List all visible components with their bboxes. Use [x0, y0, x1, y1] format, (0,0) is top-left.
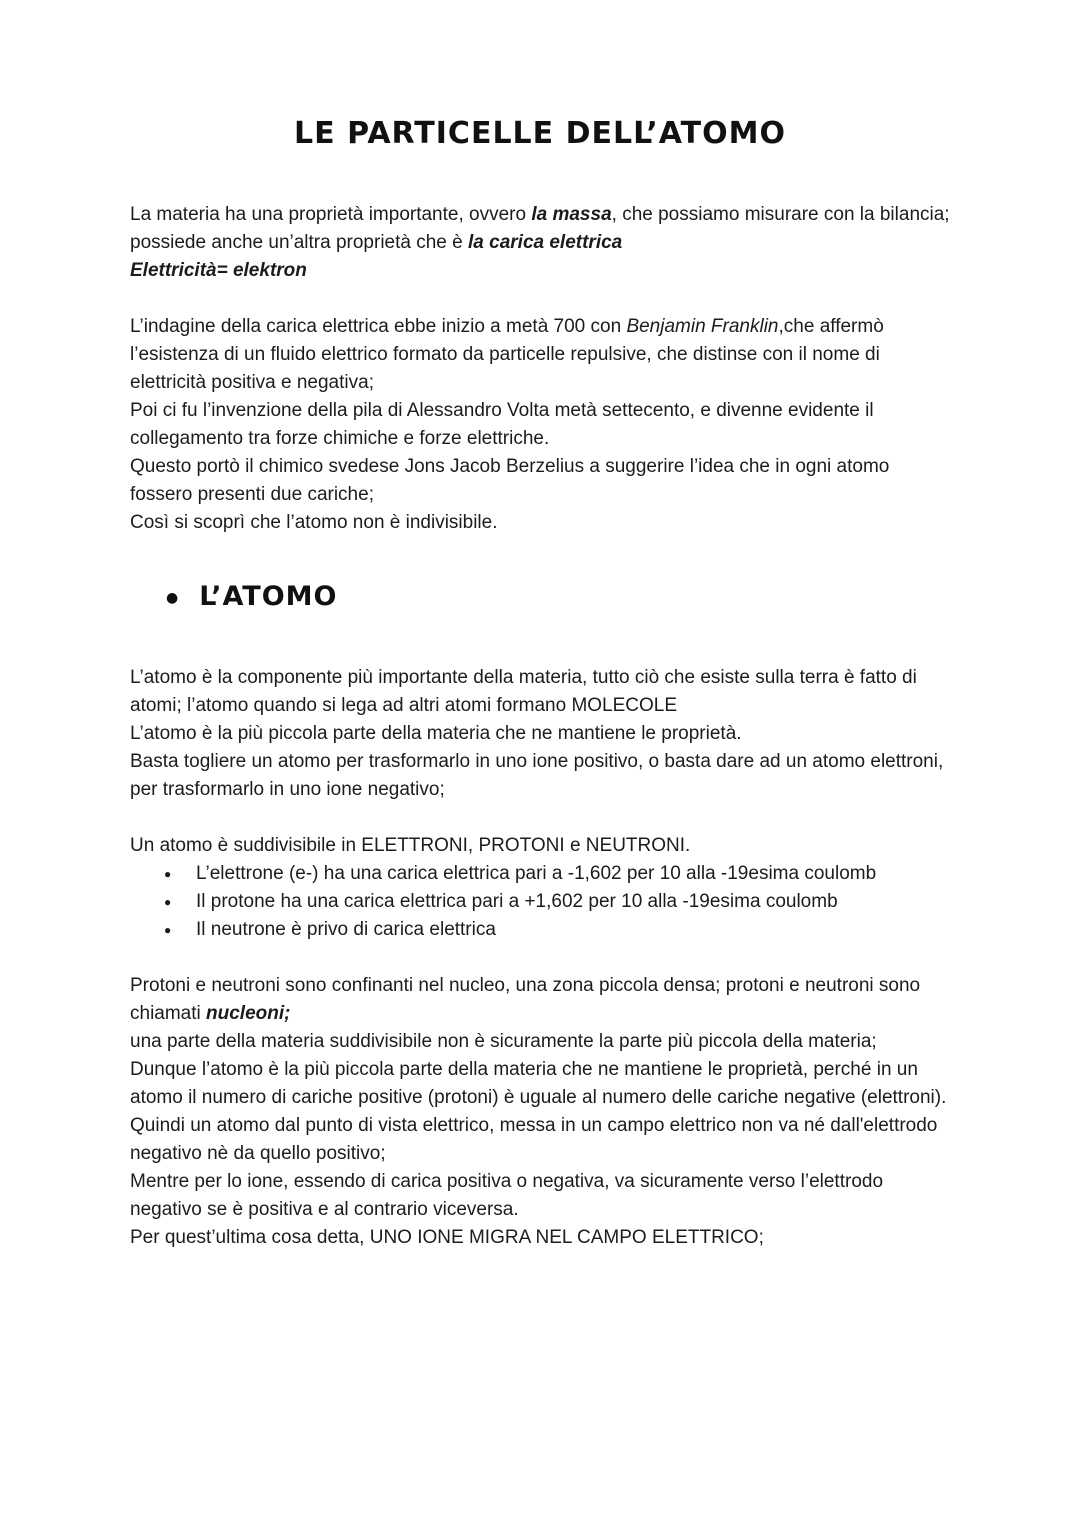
text-run: ,che affermò l’esistenza di un fluido elettrico formato da particelle repulsive, che distinse con il nome di elettricità positiva e negativa; — [130, 316, 884, 393]
text-run: Protoni e neutroni sono confinanti nel nucleo, una zona piccola densa; protoni e neutroni sono chiamati — [130, 975, 921, 1024]
text-run: Così si scoprì che l’atomo non è indivisibile. — [130, 512, 498, 533]
particles-list-intro: Un atomo è suddivisibile in ELETTRONI, PROTONI e NEUTRONI. — [130, 835, 691, 856]
text-run: La materia ha una proprietà importante, ovvero — [130, 204, 532, 225]
bullet-icon: ● — [164, 867, 172, 881]
particles-list — [130, 832, 950, 944]
paragraph-atomo — [130, 664, 950, 804]
bullet-icon: ● — [164, 895, 172, 909]
text-run-bold-italic: Elettricità= elektron — [130, 260, 307, 281]
section-heading-label: L’ATOMO — [199, 581, 338, 612]
text-run-bold-italic: nucleoni; — [206, 1003, 291, 1024]
text-run: Quindi un atomo dal punto di vista elettrico, messa in un campo elettrico non va né dall'elettrodo negativo nè da quello positivo; — [130, 1115, 938, 1164]
paragraph-nucleo — [130, 972, 950, 1252]
text-run: L’atomo è la componente più importante della materia, tutto ciò che esiste sulla terra è fatto di atomi; l’atomo quando si lega ad altri atomi formano MOLECOLE — [130, 667, 917, 716]
section-heading-atomo — [166, 581, 950, 612]
text-run-italic: Benjamin Franklin — [626, 316, 779, 337]
text-run: Per quest’ultima cosa detta, UNO IONE MIGRA NEL CAMPO ELETTRICO; — [130, 1227, 764, 1248]
text-run: , che possiamo misurare con la bilancia; possiede anche un’altra proprietà che è — [130, 204, 950, 253]
document-title: LE PARTICELLE DELL’ATOMO — [294, 116, 786, 151]
list-item-text: L’elettrone (e-) ha una carica elettrica pari a -1,602 per 10 alla -19esima coulomb — [196, 863, 877, 884]
list-item-text: Il protone ha una carica elettrica pari a +1,602 per 10 alla -19esima coulomb — [196, 891, 838, 912]
text-run-bold-italic: la massa — [531, 204, 612, 225]
text-run: L’atomo è la più piccola parte della materia che ne mantiene le proprietà. — [130, 723, 742, 744]
text-run: una parte della materia suddivisibile non è sicuramente la parte più piccola della materia; — [130, 1031, 877, 1052]
list-item — [130, 860, 950, 888]
bullet-icon: ● — [166, 589, 180, 606]
list-item — [130, 888, 950, 916]
paragraph-history — [130, 313, 950, 537]
paragraph-intro-materia — [130, 201, 950, 285]
bullet-icon: ● — [164, 923, 172, 937]
text-run: Questo portò il chimico svedese Jons Jacob Berzelius a suggerire l’idea che in ogni atomo fossero presenti due cariche; — [130, 456, 890, 505]
text-run: L’indagine della carica elettrica ebbe inizio a metà 700 con — [130, 316, 627, 337]
text-run: Dunque l’atomo è la più piccola parte della materia che ne mantiene le proprietà, perché in un atomo il numero di cariche positive (protoni) è uguale al numero delle cariche negative (elettroni). — [130, 1059, 947, 1108]
text-run-bold-italic: la carica elettrica — [468, 232, 623, 253]
text-run: Poi ci fu l’invenzione della pila di Alessandro Volta metà settecento, e divenne evidente il collegamento tra forze chimiche e forze elettriche. — [130, 400, 874, 449]
list-item — [130, 916, 950, 944]
text-run: Mentre per lo ione, essendo di carica positiva o negativa, va sicuramente verso l’elettrodo negativo se è positiva e al contrario viceversa. — [130, 1171, 884, 1220]
list-item-text: Il neutrone è privo di carica elettrica — [196, 919, 496, 940]
text-run: Basta togliere un atomo per trasformarlo in uno ione positivo, o basta dare ad un atomo elettroni, per trasformarlo in uno ione negativo; — [130, 751, 944, 800]
